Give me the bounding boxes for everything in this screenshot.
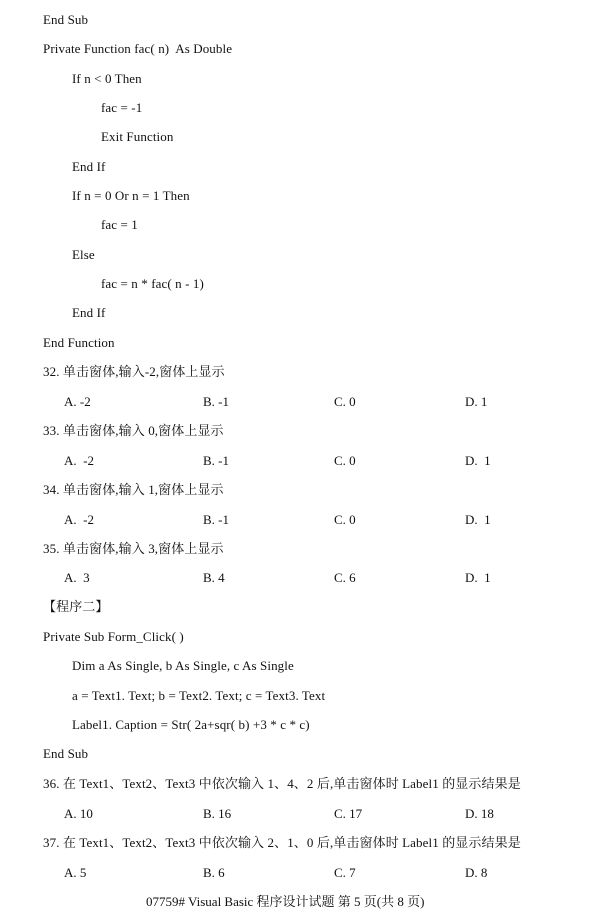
option-c: C. 0 [334,453,356,468]
code-line: Exit Function [101,129,174,144]
code-line: fac = -1 [101,100,143,115]
option-d: D. 8 [465,865,488,880]
option-d: D. 1 [465,453,491,468]
code-line: If n = 0 Or n = 1 Then [72,188,190,203]
code-line: End Sub [43,12,89,27]
code-line: a = Text1. Text; b = Text2. Text; c = Text3. Text [72,688,326,703]
option-c: C. 0 [334,512,356,527]
option-c: C. 0 [334,394,356,409]
question-stem: 37. 在 Text1、Text2、Text3 中依次输入 2、1、0 后,单击窗体时 Label1 的显示结果是 [43,835,521,850]
code-line: Label1. Caption = Str( 2a+sqr( b) +3 * c * c) [72,717,310,732]
option-c: C. 17 [334,806,363,821]
question-stem: 32. 单击窗体,输入-2,窗体上显示 [43,364,225,379]
option-b: B. 6 [203,865,225,880]
option-d: D. 1 [465,570,491,585]
question-stem: 36. 在 Text1、Text2、Text3 中依次输入 1、4、2 后,单击窗体时 Label1 的显示结果是 [43,776,521,791]
code-line: Dim a As Single, b As Single, c As Single [72,658,294,673]
code-line: Private Function fac( n) As Double [43,41,233,56]
option-a: A. 10 [64,806,93,821]
option-a: A. 3 [64,570,90,585]
question-stem: 33. 单击窗体,输入 0,窗体上显示 [43,423,224,438]
code-line: fac = n * fac( n - 1) [101,276,204,291]
option-a: A. 5 [64,865,87,880]
question-stem: 34. 单击窗体,输入 1,窗体上显示 [43,482,224,497]
code-line: Private Sub Form_Click( ) [43,629,184,644]
option-d: D. 1 [465,512,491,527]
option-d: D. 1 [465,394,488,409]
code-line: End If [72,159,106,174]
option-b: B. -1 [203,394,229,409]
option-d: D. 18 [465,806,494,821]
code-line: fac = 1 [101,217,138,232]
section-title: 【程序二】 [43,599,109,614]
code-line: End If [72,305,106,320]
code-line: If n < 0 Then [72,71,142,86]
code-line: End Sub [43,746,89,761]
option-a: A. -2 [64,512,94,527]
option-b: B. 4 [203,570,225,585]
option-b: B. -1 [203,453,229,468]
page-footer: 07759# Visual Basic 程序设计试题 第 5 页(共 8 页) [146,894,425,909]
option-a: A. -2 [64,453,94,468]
option-b: B. -1 [203,512,229,527]
code-line: End Function [43,335,115,350]
option-c: C. 6 [334,570,356,585]
code-line: Else [72,247,95,262]
question-stem: 35. 单击窗体,输入 3,窗体上显示 [43,541,224,556]
option-a: A. -2 [64,394,91,409]
option-b: B. 16 [203,806,232,821]
option-c: C. 7 [334,865,356,880]
